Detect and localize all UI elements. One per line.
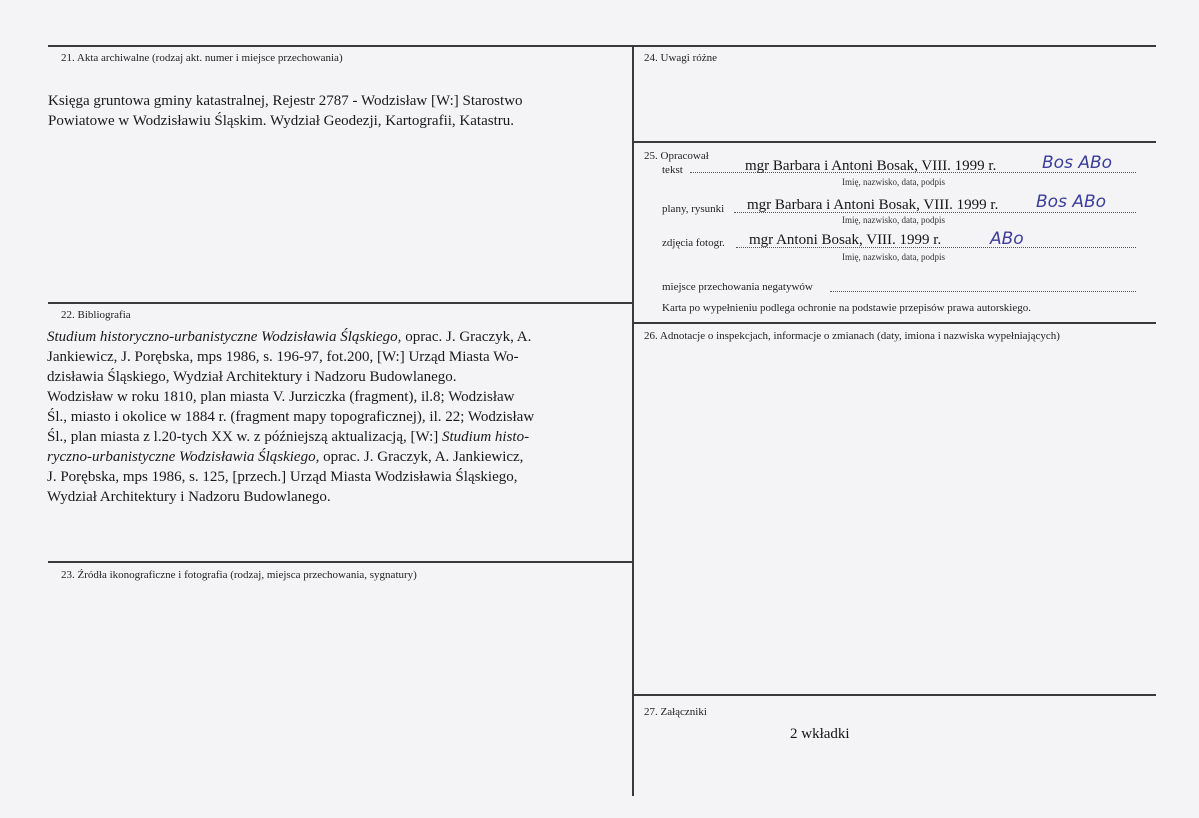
tekst-value: mgr Barbara i Antoni Bosak, VIII. 1999 r. [745,158,997,174]
center-divider [632,46,634,796]
bibliography-text-segment: Wydział Architektury i Nadzoru Budowlanego. [47,489,331,505]
tekst-caption: Imię, nazwisko, data, podpis [842,177,945,187]
bibliography-line [47,487,617,507]
plany-caption: Imię, nazwisko, data, podpis [842,215,945,225]
field-21-line: Powiatowe w Wodzisławiu Śląskim. Wydział Geodezji, Kartografii, Katastru. [48,113,514,129]
bibliography-line [47,427,617,447]
bibliography-text-segment: Jankiewicz, J. Porębska, mps 1986, s. 196-97, fot.200, [W:] Urząd Miasta Wo- [47,349,519,365]
tekst-signature: Bos ABo [1042,153,1113,173]
bibliography-title-segment: ryczno-urbanistyczne Wodzisławia Śląskiego, [47,449,320,465]
field-25-tekst-label: tekst [662,164,683,176]
bibliography-line [47,387,617,407]
dotted-line-negatywy [830,291,1136,292]
field-21-text [48,91,608,131]
field-21-line: Księga gruntowa gminy katastralnej, Rejestr 2787 - Wodzisław [W:] Starostwo [48,93,523,109]
bibliography-text-segment: J. Porębska, mps 1986, s. 125, [przech.] Urząd Miasta Wodzisławia Śląskiego, [47,469,518,485]
rule-21-22 [48,302,633,304]
bibliography-line [47,327,617,347]
rule-26-27 [633,694,1156,696]
top-rule [48,45,1156,47]
bibliography-line [47,407,617,427]
zdjecia-signature: ABo [990,229,1024,249]
field-22-bibliography [47,327,617,507]
bibliography-line [47,367,617,387]
bibliography-text-segment: oprac. J. Graczyk, A. [401,329,532,345]
bibliography-line [47,467,617,487]
field-24-label: 24. Uwagi różne [644,52,718,64]
rule-24-25 [633,141,1156,143]
field-21-label: 21. Akta archiwalne (rodzaj akt. numer i miejsce przechowania) [61,52,343,64]
zdjecia-value: mgr Antoni Bosak, VIII. 1999 r. [749,232,942,248]
field-27-value: 2 wkładki [790,726,850,742]
bibliography-text-segment: Wodzisław w roku 1810, plan miasta V. Jurziczka (fragment), il.8; Wodzisław [47,389,515,405]
bibliography-text-segment: oprac. J. Graczyk, A. Jankiewicz, [319,449,524,465]
zdjecia-caption: Imię, nazwisko, data, podpis [842,252,945,262]
bibliography-text-segment: dzisławia Śląskiego, Wydział Architektury i Nadzoru Budowlanego. [47,369,457,385]
bibliography-title-segment: Studium histo- [442,429,530,445]
copyright-notice: Karta po wypełnieniu podlega ochronie na podstawie przepisów prawa autorskiego. [662,302,1031,314]
plany-value: mgr Barbara i Antoni Bosak, VIII. 1999 r. [747,197,999,213]
bibliography-title-segment: Studium historyczno-urbanistyczne Wodzisławia Śląskiego, [47,329,402,345]
field-26-label: 26. Adnotacje o inspekcjach, informacje o zmianach (daty, imiona i nazwiska wypełniających) [644,330,1060,342]
zdjecia-label: zdjęcia fotogr. [662,237,725,249]
field-25-label: 25. Opracował [644,150,709,162]
bibliography-text-segment: Śl., plan miasta z l.20-tych XX w. z późniejszą aktualizacją, [W:] [47,429,442,445]
field-23-label: 23. Źródła ikonograficzne i fotografia (rodzaj, miejsca przechowania, sygnatury) [61,569,417,581]
bibliography-line [47,347,617,367]
field-27-label: 27. Załączniki [644,706,707,718]
plany-label: plany, rysunki [662,203,725,215]
plany-signature: Bos ABo [1036,192,1107,212]
rule-25-26 [633,322,1156,324]
bibliography-text-segment: Śl., miasto i okolice w 1884 r. (fragment mapy topograficznej), il. 22; Wodzisław [47,409,535,425]
negatywy-label: miejsce przechowania negatywów [662,281,813,293]
field-22-label: 22. Bibliografia [61,309,131,321]
rule-22-23 [48,561,633,563]
bibliography-line [47,447,617,467]
